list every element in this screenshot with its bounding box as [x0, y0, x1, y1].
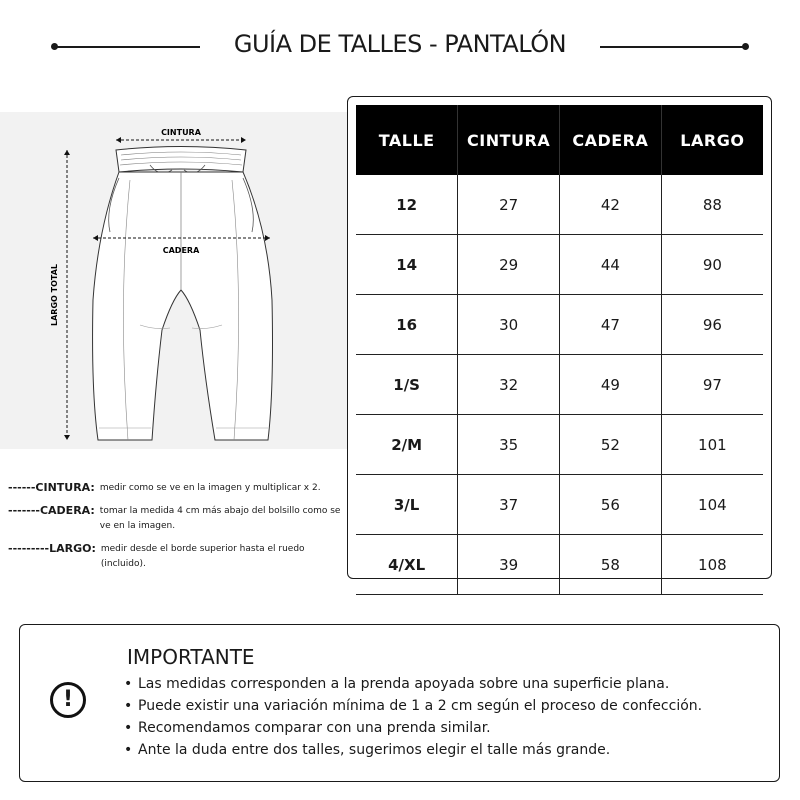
cell-largo: 90 — [661, 235, 763, 295]
important-title: IMPORTANTE — [127, 645, 255, 669]
table-header-row — [356, 105, 763, 175]
page-title: GUÍA DE TALLES - PANTALÓN — [233, 30, 567, 58]
exclamation-circle-icon: ! — [50, 682, 86, 718]
cell-cadera: 58 — [560, 535, 662, 595]
cell-talle: 2/M — [356, 415, 458, 475]
list-item: • Ante la duda entre dos talles, sugerimos elegir el talle más grande. — [124, 742, 611, 758]
cell-cadera: 52 — [560, 415, 662, 475]
cell-cadera: 47 — [560, 295, 662, 355]
cell-cintura: 39 — [458, 535, 560, 595]
cell-talle: 12 — [356, 175, 458, 235]
cell-largo: 101 — [661, 415, 763, 475]
pants-diagram — [0, 112, 348, 452]
table-row — [356, 535, 763, 595]
cell-largo: 96 — [661, 295, 763, 355]
cell-cadera: 42 — [560, 175, 662, 235]
cell-cintura: 32 — [458, 355, 560, 415]
cell-largo: 88 — [661, 175, 763, 235]
cell-talle: 3/L — [356, 475, 458, 535]
table-row — [356, 235, 763, 295]
header-largo: LARGO — [661, 105, 763, 175]
legend-row-largo — [8, 542, 348, 572]
title-right-dot — [742, 43, 749, 50]
cell-cintura: 29 — [458, 235, 560, 295]
legend-dashes: --------- — [8, 542, 50, 555]
legend-key-cadera: CADERA: — [39, 504, 95, 517]
size-table-box — [347, 96, 772, 579]
cell-talle: 14 — [356, 235, 458, 295]
cell-talle: 16 — [356, 295, 458, 355]
list-item-text: Recomendamos comparar con una prenda similar. — [138, 720, 491, 736]
list-item: • Puede existir una variación mínima de 1 a 2 cm según el proceso de confección. — [124, 698, 703, 714]
cell-cintura: 37 — [458, 475, 560, 535]
legend-text-cintura: medir como se ve en la imagen y multiplicar x 2. — [99, 483, 321, 493]
legend-key-cintura: CINTURA: — [35, 481, 95, 494]
legend-text-cadera: tomar la medida 4 cm más abajo del bolsillo como se ve en la imagen. — [99, 506, 341, 531]
header-cadera: CADERA — [560, 105, 662, 175]
legend-dashes: ------ — [8, 481, 36, 494]
table-row — [356, 295, 763, 355]
legend-text-largo: medir desde el borde superior hasta el ruedo (incluido). — [100, 544, 305, 569]
list-item-text: Ante la duda entre dos talles, sugerimos elegir el talle más grande. — [138, 742, 611, 758]
measurement-legend — [8, 481, 348, 580]
legend-key-largo: LARGO: — [49, 542, 96, 555]
cell-largo: 97 — [661, 355, 763, 415]
list-item-text: Las medidas corresponden a la prenda apoyada sobre una superficie plana. — [138, 676, 670, 692]
important-box — [19, 624, 780, 782]
table-row — [356, 415, 763, 475]
cell-largo: 108 — [661, 535, 763, 595]
table-row — [356, 475, 763, 535]
largo-diagram-label: LARGO TOTAL — [50, 264, 59, 326]
cell-cintura: 35 — [458, 415, 560, 475]
size-table — [356, 105, 763, 595]
header-talle: TALLE — [356, 105, 458, 175]
table-row — [356, 175, 763, 235]
cell-talle: 1/S — [356, 355, 458, 415]
legend-dashes: ------- — [8, 504, 40, 517]
header-cintura: CINTURA — [458, 105, 560, 175]
important-list — [124, 673, 702, 761]
cell-talle: 4/XL — [356, 535, 458, 595]
cell-cadera: 56 — [560, 475, 662, 535]
cell-cintura: 27 — [458, 175, 560, 235]
legend-row-cadera — [8, 504, 348, 534]
list-item: • Recomendamos comparar con una prenda similar. — [124, 720, 491, 736]
title-left-rule — [55, 46, 200, 48]
cadera-diagram-label: CADERA — [162, 246, 200, 255]
title-right-rule — [600, 46, 745, 48]
cintura-diagram-label: CINTURA — [161, 128, 201, 137]
cell-cintura: 30 — [458, 295, 560, 355]
cell-cadera: 49 — [560, 355, 662, 415]
list-item-text: Puede existir una variación mínima de 1 a 2 cm según el proceso de confección. — [138, 698, 703, 714]
legend-row-cintura — [8, 481, 348, 496]
cell-largo: 104 — [661, 475, 763, 535]
table-row — [356, 355, 763, 415]
cell-cadera: 44 — [560, 235, 662, 295]
list-item: • Las medidas corresponden a la prenda apoyada sobre una superficie plana. — [124, 676, 670, 692]
